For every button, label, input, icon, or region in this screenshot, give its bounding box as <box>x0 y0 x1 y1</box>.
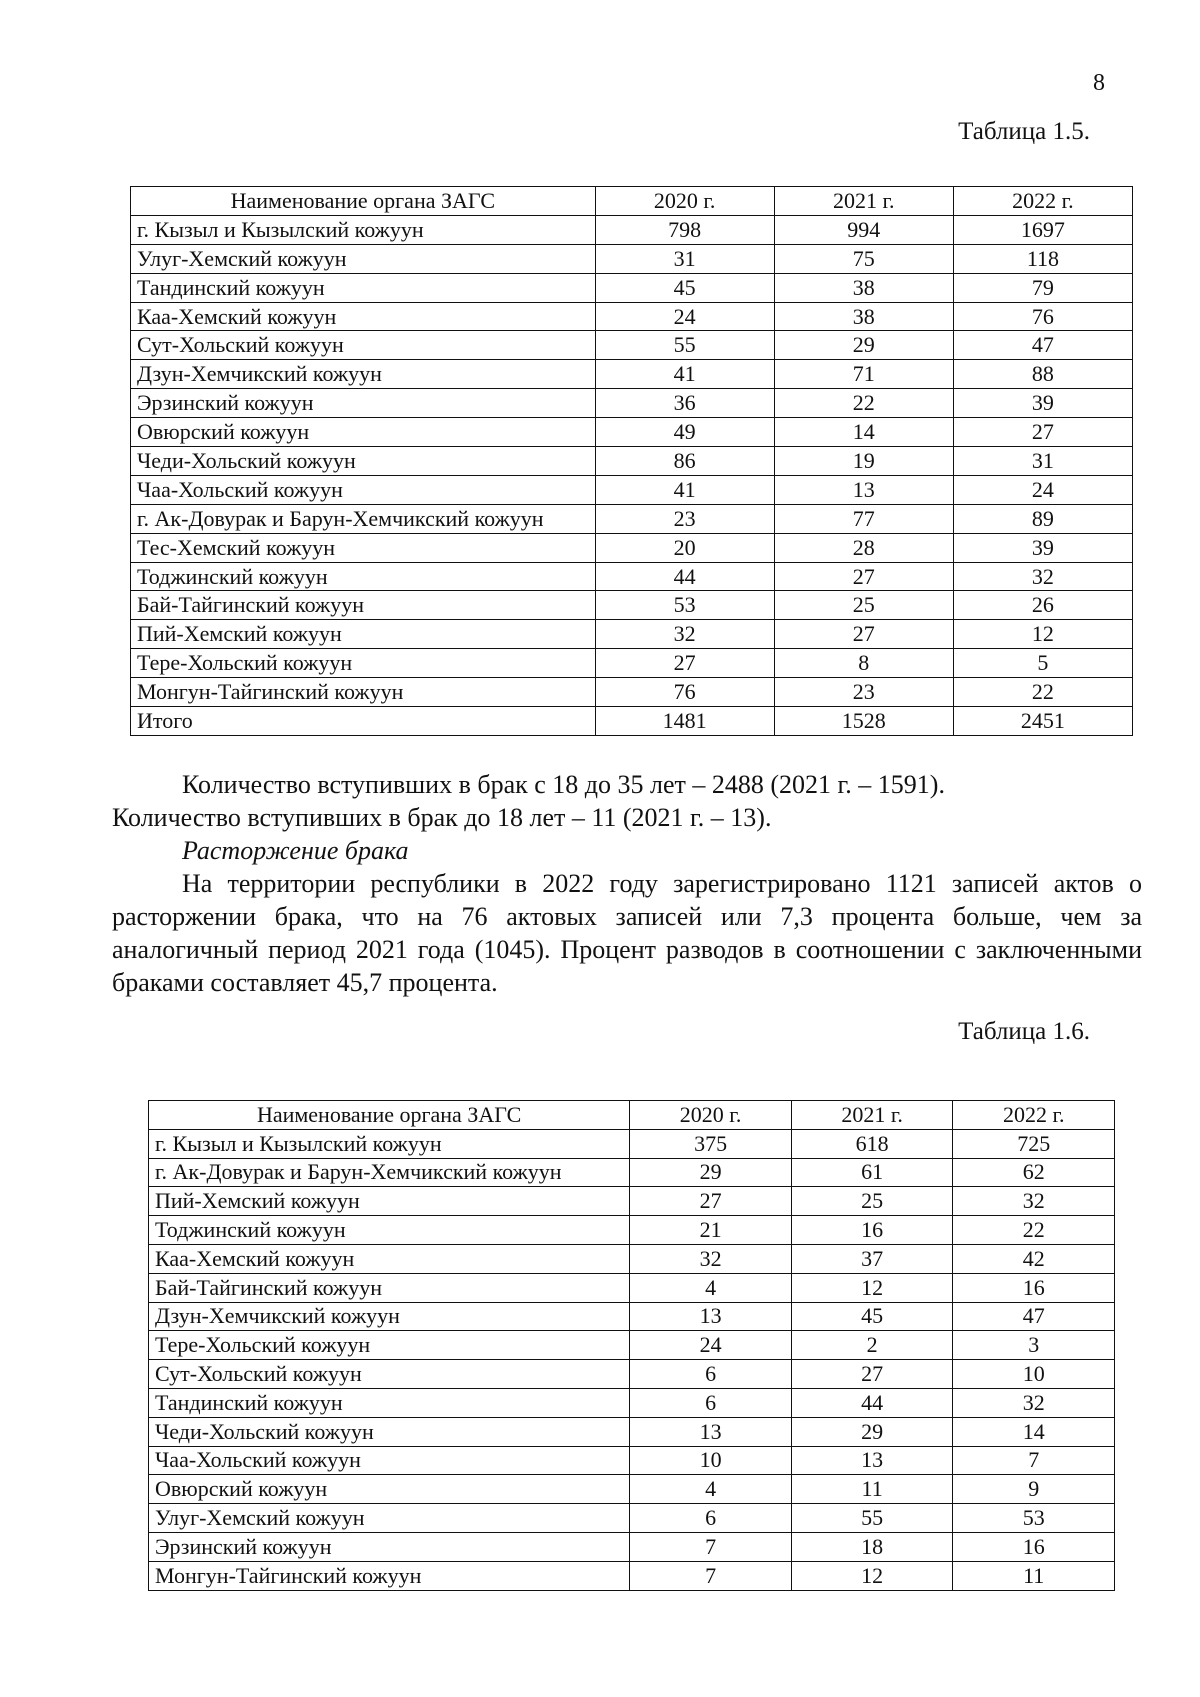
table-row <box>131 418 1133 447</box>
registry-office-cell: Бай-Тайгинский кожуун <box>149 1273 630 1302</box>
value-cell: 16 <box>953 1532 1115 1561</box>
registry-office-cell: г. Кызыл и Кызылский кожуун <box>149 1129 630 1158</box>
column-header-registry-office: Наименование органа ЗАГС <box>131 187 596 216</box>
value-cell: 618 <box>791 1129 953 1158</box>
table-body <box>131 215 1133 735</box>
table-row <box>149 1504 1115 1533</box>
registry-office-cell: Каа-Хемский кожуун <box>149 1244 630 1273</box>
registry-office-cell: Овюрский кожуун <box>149 1475 630 1504</box>
value-cell: 6 <box>630 1388 792 1417</box>
column-header-2020: 2020 г. <box>630 1101 792 1130</box>
table-row <box>131 273 1133 302</box>
registry-office-cell: Чаа-Хольский кожуун <box>131 475 596 504</box>
value-cell: 27 <box>791 1360 953 1389</box>
value-cell: 41 <box>595 475 774 504</box>
value-cell: 24 <box>630 1331 792 1360</box>
value-cell: 37 <box>791 1244 953 1273</box>
value-cell: 12 <box>791 1561 953 1590</box>
value-cell: 7 <box>630 1561 792 1590</box>
value-cell: 13 <box>791 1446 953 1475</box>
registry-office-cell: Чеди-Хольский кожуун <box>131 447 596 476</box>
table-header-row <box>131 187 1133 216</box>
value-cell: 1481 <box>595 707 774 736</box>
value-cell: 11 <box>791 1475 953 1504</box>
value-cell: 4 <box>630 1273 792 1302</box>
table-row <box>149 1129 1115 1158</box>
value-cell: 26 <box>953 591 1132 620</box>
registry-office-cell: Сут-Хольский кожуун <box>149 1360 630 1389</box>
table-row <box>149 1302 1115 1331</box>
value-cell: 28 <box>774 533 953 562</box>
value-cell: 71 <box>774 360 953 389</box>
value-cell: 88 <box>953 360 1132 389</box>
table-row <box>131 562 1133 591</box>
value-cell: 55 <box>595 331 774 360</box>
value-cell: 32 <box>953 1187 1115 1216</box>
registry-office-cell: Пий-Хемский кожуун <box>149 1187 630 1216</box>
value-cell: 29 <box>791 1417 953 1446</box>
value-cell: 9 <box>953 1475 1115 1504</box>
column-header-2021: 2021 г. <box>791 1101 953 1130</box>
registry-office-cell: Тандинский кожуун <box>131 273 596 302</box>
value-cell: 6 <box>630 1360 792 1389</box>
registry-office-cell: Чеди-Хольский кожуун <box>149 1417 630 1446</box>
registry-office-cell: г. Ак-Довурак и Барун-Хемчикский кожуун <box>131 504 596 533</box>
table-row <box>149 1216 1115 1245</box>
value-cell: 10 <box>953 1360 1115 1389</box>
value-cell: 118 <box>953 244 1132 273</box>
value-cell: 21 <box>630 1216 792 1245</box>
value-cell: 994 <box>774 215 953 244</box>
value-cell: 798 <box>595 215 774 244</box>
registry-office-cell: Сут-Хольский кожуун <box>131 331 596 360</box>
value-cell: 42 <box>953 1244 1115 1273</box>
table-row <box>131 678 1133 707</box>
registry-office-cell: Дзун-Хемчикский кожуун <box>149 1302 630 1331</box>
value-cell: 5 <box>953 649 1132 678</box>
registry-office-cell: Бай-Тайгинский кожуун <box>131 591 596 620</box>
table-row <box>131 215 1133 244</box>
value-cell: 2451 <box>953 707 1132 736</box>
table-row <box>131 244 1133 273</box>
value-cell: 49 <box>595 418 774 447</box>
value-cell: 86 <box>595 447 774 476</box>
value-cell: 53 <box>595 591 774 620</box>
value-cell: 55 <box>791 1504 953 1533</box>
value-cell: 27 <box>630 1187 792 1216</box>
value-cell: 31 <box>953 447 1132 476</box>
value-cell: 13 <box>630 1302 792 1331</box>
value-cell: 62 <box>953 1158 1115 1187</box>
table-row <box>131 302 1133 331</box>
value-cell: 75 <box>774 244 953 273</box>
value-cell: 44 <box>791 1388 953 1417</box>
registry-office-cell: Тоджинский кожуун <box>149 1216 630 1245</box>
table-row <box>131 447 1133 476</box>
value-cell: 725 <box>953 1129 1115 1158</box>
value-cell: 79 <box>953 273 1132 302</box>
table-row <box>149 1158 1115 1187</box>
registry-office-cell: Итого <box>131 707 596 736</box>
value-cell: 14 <box>953 1417 1115 1446</box>
value-cell: 29 <box>774 331 953 360</box>
value-cell: 6 <box>630 1504 792 1533</box>
table-row <box>131 475 1133 504</box>
value-cell: 19 <box>774 447 953 476</box>
table-row <box>131 591 1133 620</box>
value-cell: 25 <box>774 591 953 620</box>
value-cell: 14 <box>774 418 953 447</box>
registry-office-cell: Овюрский кожуун <box>131 418 596 447</box>
value-cell: 7 <box>630 1532 792 1561</box>
value-cell: 61 <box>791 1158 953 1187</box>
table-row <box>149 1446 1115 1475</box>
registry-office-cell: Эрзинский кожуун <box>131 389 596 418</box>
table-row <box>131 389 1133 418</box>
registry-office-cell: Монгун-Тайгинский кожуун <box>131 678 596 707</box>
value-cell: 27 <box>774 562 953 591</box>
value-cell: 76 <box>953 302 1132 331</box>
value-cell: 10 <box>630 1446 792 1475</box>
registry-office-cell: Улуг-Хемский кожуун <box>131 244 596 273</box>
registry-office-cell: Каа-Хемский кожуун <box>131 302 596 331</box>
table-row <box>131 360 1133 389</box>
value-cell: 23 <box>774 678 953 707</box>
registry-office-cell: Дзун-Хемчикский кожуун <box>131 360 596 389</box>
value-cell: 25 <box>791 1187 953 1216</box>
value-cell: 22 <box>774 389 953 418</box>
table-row <box>131 620 1133 649</box>
table-row <box>149 1187 1115 1216</box>
registry-office-cell: г. Кызыл и Кызылский кожуун <box>131 215 596 244</box>
value-cell: 39 <box>953 389 1132 418</box>
table-header-row <box>149 1101 1115 1130</box>
value-cell: 13 <box>630 1417 792 1446</box>
value-cell: 16 <box>953 1273 1115 1302</box>
value-cell: 1697 <box>953 215 1132 244</box>
value-cell: 89 <box>953 504 1132 533</box>
page-number: 8 <box>1093 70 1105 96</box>
value-cell: 1528 <box>774 707 953 736</box>
value-cell: 32 <box>953 1388 1115 1417</box>
registry-office-cell: Тере-Хольский кожуун <box>149 1331 630 1360</box>
registry-office-cell: Тоджинский кожуун <box>131 562 596 591</box>
value-cell: 22 <box>953 1216 1115 1245</box>
value-cell: 7 <box>953 1446 1115 1475</box>
value-cell: 27 <box>595 649 774 678</box>
table-row <box>149 1273 1115 1302</box>
marriage-registrations-table <box>130 186 1133 736</box>
value-cell: 22 <box>953 678 1132 707</box>
registry-office-cell: Тере-Хольский кожуун <box>131 649 596 678</box>
table-1-5-caption: Таблица 1.5. <box>958 118 1090 145</box>
registry-office-cell: Пий-Хемский кожуун <box>131 620 596 649</box>
value-cell: 375 <box>630 1129 792 1158</box>
table-row <box>131 331 1133 360</box>
registry-office-cell: г. Ак-Довурак и Барун-Хемчикский кожуун <box>149 1158 630 1187</box>
divorce-registrations-table <box>148 1100 1115 1591</box>
value-cell: 13 <box>774 475 953 504</box>
value-cell: 38 <box>774 302 953 331</box>
column-header-2022: 2022 г. <box>953 1101 1115 1130</box>
value-cell: 27 <box>774 620 953 649</box>
value-cell: 36 <box>595 389 774 418</box>
registry-office-cell: Чаа-Хольский кожуун <box>149 1446 630 1475</box>
body-text <box>112 768 1142 999</box>
table-row <box>149 1360 1115 1389</box>
registry-office-cell: Тес-Хемский кожуун <box>131 533 596 562</box>
value-cell: 27 <box>953 418 1132 447</box>
value-cell: 47 <box>953 331 1132 360</box>
paragraph-ages-18-35: Количество вступивших в брак с 18 до 35 лет – 2488 (2021 г. – 1591). <box>182 770 945 799</box>
registry-office-cell: Тандинский кожуун <box>149 1388 630 1417</box>
value-cell: 77 <box>774 504 953 533</box>
value-cell: 76 <box>595 678 774 707</box>
value-cell: 24 <box>595 302 774 331</box>
value-cell: 44 <box>595 562 774 591</box>
registry-office-cell: Монгун-Тайгинский кожуун <box>149 1561 630 1590</box>
value-cell: 47 <box>953 1302 1115 1331</box>
table-row <box>149 1561 1115 1590</box>
table-row <box>131 707 1133 736</box>
value-cell: 38 <box>774 273 953 302</box>
value-cell: 4 <box>630 1475 792 1504</box>
value-cell: 3 <box>953 1331 1115 1360</box>
table-row <box>149 1388 1115 1417</box>
table-row <box>149 1331 1115 1360</box>
column-header-2020: 2020 г. <box>595 187 774 216</box>
column-header-registry-office: Наименование органа ЗАГС <box>149 1101 630 1130</box>
table-row <box>149 1417 1115 1446</box>
table-row <box>149 1244 1115 1273</box>
value-cell: 32 <box>595 620 774 649</box>
value-cell: 23 <box>595 504 774 533</box>
table-row <box>131 533 1133 562</box>
registry-office-cell: Улуг-Хемский кожуун <box>149 1504 630 1533</box>
paragraph-under-18: Количество вступивших в брак до 18 лет – 11 (2021 г. – 13). <box>112 803 772 832</box>
value-cell: 12 <box>791 1273 953 1302</box>
registry-office-cell: Эрзинский кожуун <box>149 1532 630 1561</box>
value-cell: 8 <box>774 649 953 678</box>
value-cell: 20 <box>595 533 774 562</box>
value-cell: 45 <box>595 273 774 302</box>
value-cell: 39 <box>953 533 1132 562</box>
value-cell: 11 <box>953 1561 1115 1590</box>
value-cell: 32 <box>630 1244 792 1273</box>
table-row <box>149 1475 1115 1504</box>
column-header-2022: 2022 г. <box>953 187 1132 216</box>
value-cell: 31 <box>595 244 774 273</box>
table-1-6-caption: Таблица 1.6. <box>958 1018 1090 1045</box>
value-cell: 53 <box>953 1504 1115 1533</box>
value-cell: 12 <box>953 620 1132 649</box>
value-cell: 2 <box>791 1331 953 1360</box>
section-subheading: Расторжение брака <box>182 836 409 865</box>
value-cell: 32 <box>953 562 1132 591</box>
value-cell: 41 <box>595 360 774 389</box>
column-header-2021: 2021 г. <box>774 187 953 216</box>
value-cell: 29 <box>630 1158 792 1187</box>
value-cell: 24 <box>953 475 1132 504</box>
value-cell: 45 <box>791 1302 953 1331</box>
table-row <box>131 649 1133 678</box>
paragraph-divorce-statistics: На территории республики в 2022 году зарегистрировано 1121 записей актов о расторжении брака, что на 76 актовых записей или 7,3 процента больше, чем за аналогичный период 2021 года (1045). Процент разводов в соотношении с заключенными браками составляет 45,7 процента. <box>112 869 1142 997</box>
table-body <box>149 1129 1115 1590</box>
value-cell: 16 <box>791 1216 953 1245</box>
value-cell: 18 <box>791 1532 953 1561</box>
table-row <box>131 504 1133 533</box>
table-row <box>149 1532 1115 1561</box>
